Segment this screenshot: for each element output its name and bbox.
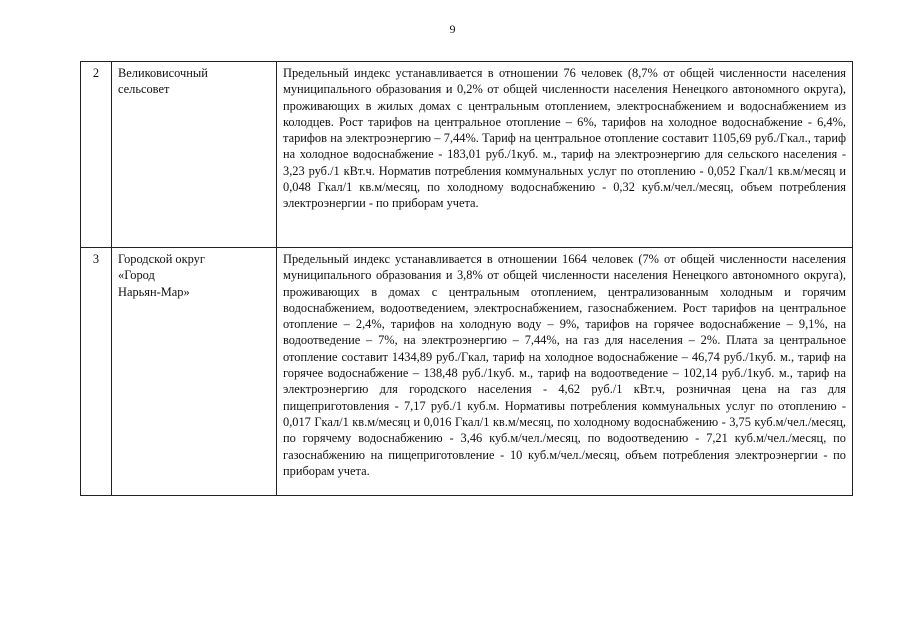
municipality-name-line: Великовисочный	[118, 66, 208, 80]
table-row	[81, 248, 853, 496]
page-number: 9	[449, 22, 456, 36]
index-description: Предельный индекс устанавливается в отношении 76 человек (8,7% от общей численности населения муниципального образования и 0,2% от общей численности населения Ненецкого автономного округа), проживающих в жилых домах с центральным отоплением, электроснабжением и водоснабжением из колодцев. Рост тарифов на центральное отопление – 6%, тарифов на холодное водоснабжение - 6,4%, тарифов на электроэнергию – 7,44%. Тариф на центральное отопление составит 1105,69 руб./Гкал., тариф на холодное водоснабжение - 183,01 руб./1куб. м., тариф на электроэнергию для сельского населения - 3,23 руб./1 кВт.ч. Норматив потребления коммунальных услуг по отоплению - 0,052 Гкал/1 кв.м/месяц и 0,048 Гкал/1 кв.м/месяц, по холодному водоснабжению - 0,32 куб.м/чел./месяц, объем потребления электроэнергии - по приборам учета.	[277, 62, 853, 248]
municipality-name	[112, 248, 277, 496]
municipality-name-line: сельсовет	[118, 82, 170, 97]
municipality-name-line: Нарьян-Мар»	[118, 284, 190, 299]
index-description: Предельный индекс устанавливается в отношении 1664 человек (7% от общей численности населения муниципального образования и 3,8% от общей численности населения Ненецкого автономного округа), проживающих в домах с центральным отоплением, централизованным холодным и горячим водоснабжением, водоотведением, электроснабжением, газоснабжением. Рост тарифов на центральное отопление – 2,4%, тарифов на холодную воду – 9%, тарифов на горячее водоснабжение – 9,1%, на водоотведение – 7%, на электроэнергию – 7,44%, на газ для населения – 2%. Плата за центральное отопление составит 1434,89 руб./Гкал, тариф на холодное водоснабжение – 46,74 руб./1куб. м., тариф на горячее водоснабжение – 138,48 руб./1куб. м., тариф на водоотведение – 102,14 руб./1куб. м., тариф на электроэнергию для городского населения - 4,62 руб./1 кВт.ч, розничная цена на газ для пищеприготовления - 7,17 руб./1 куб.м. Нормативы потребления коммунальных услуг по отоплению - 0,017 Гкал/1 кв.м/месяц и 0,016 Гкал/1 кв.м/месяц, по холодному водоснабжению - 3,75 куб.м/чел./месяц, по горячему водоснабжению - 3,46 куб.м/чел./месяц, по водоотведению - 7,21 куб.м/чел./месяц, по газоснабжению на пищеприготовление - 10 куб.м/чел./месяц, объем потребления электроэнергии - по приборам учета.	[277, 248, 853, 496]
row-number: 2	[81, 62, 112, 248]
municipality-name-line: «Город	[118, 268, 155, 283]
tariff-table	[80, 61, 853, 496]
table-row	[81, 62, 853, 248]
municipality-name	[112, 62, 277, 248]
row-number: 3	[81, 248, 112, 496]
municipality-name-line: Городской округ	[118, 252, 205, 266]
